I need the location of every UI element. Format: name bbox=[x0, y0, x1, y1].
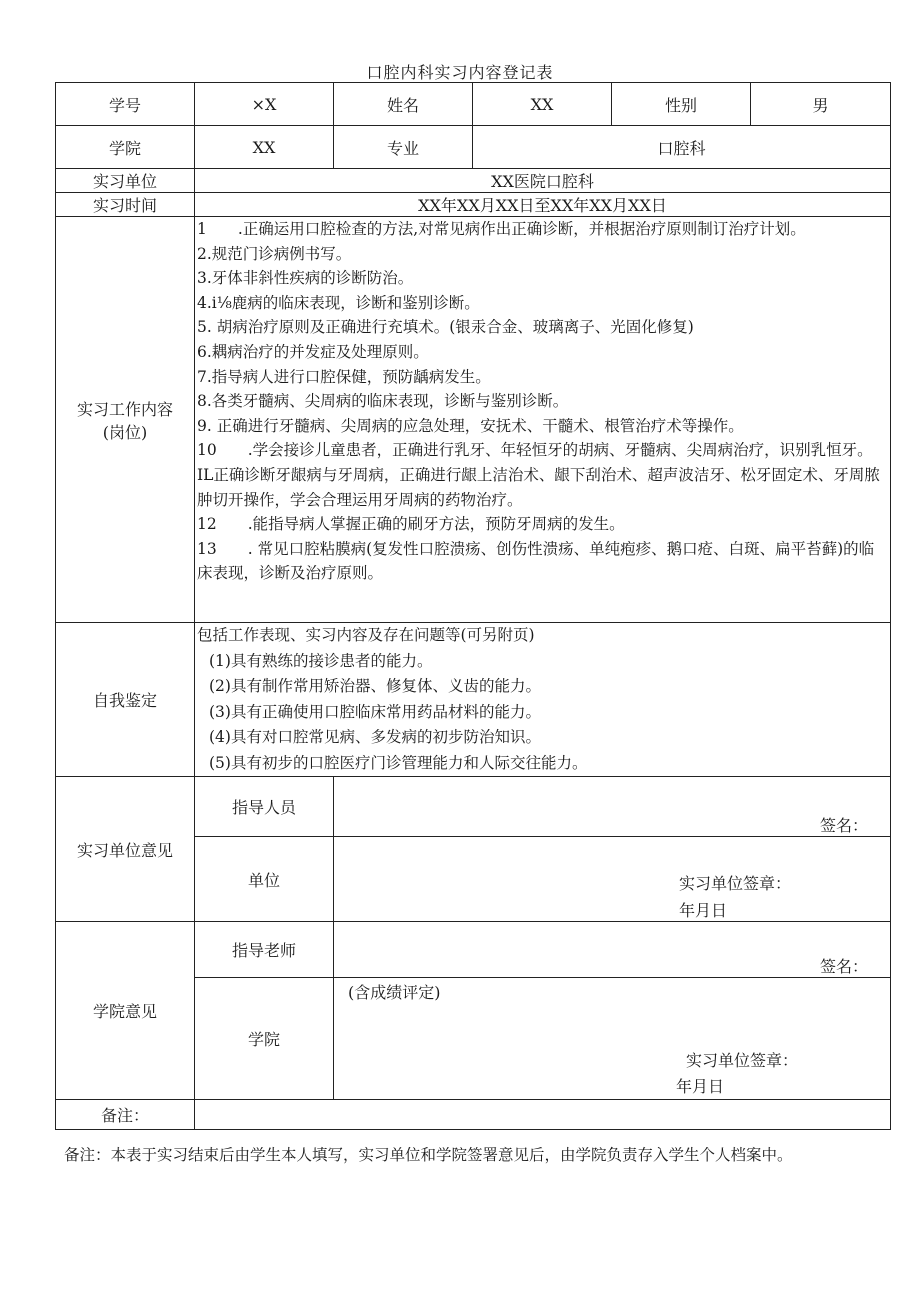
teacher-signature-cell[interactable] bbox=[334, 922, 891, 978]
row-college-major bbox=[56, 126, 891, 169]
work-item: 4.i⅛鹿病的临床表现，诊断和鉴别诊断。 bbox=[197, 293, 480, 312]
row-internship-time bbox=[56, 193, 891, 217]
college-stamp-label: 实习单位签章： bbox=[686, 1051, 799, 1070]
work-content-cell[interactable] bbox=[195, 217, 891, 623]
self-item: (1)具有熟练的接诊患者的能力。 bbox=[209, 651, 433, 670]
work-item: 5. 胡病治疗原则及正确进行充填术。(银汞合金、玻璃离子、光固化修复) bbox=[197, 318, 694, 337]
value-major[interactable]: 口腔科 bbox=[473, 126, 891, 169]
label-mentor: 指导人员 bbox=[195, 777, 334, 837]
mentor-sign-label: 签名： bbox=[819, 816, 868, 835]
row-basic-info bbox=[56, 83, 891, 126]
self-assessment-header: 包括工作表现、实习内容及存在问题等(可另附页) bbox=[197, 626, 535, 644]
teacher-sign-label: 签名： bbox=[819, 957, 868, 976]
label-remarks: 备注： bbox=[56, 1100, 195, 1130]
label-name: 姓名 bbox=[334, 83, 473, 126]
work-item: 8.各类牙髓病、尖周病的临床表现，诊断与鉴别诊断。 bbox=[197, 392, 569, 411]
work-item: IL正确诊断牙龈病与牙周病，正确进行龈上洁治术、龈下刮治术、超声波洁牙、松牙固定术、牙周脓肿切开操作，学会合理运用牙周病的药物治疗。 bbox=[197, 465, 880, 509]
row-work-content bbox=[56, 217, 891, 623]
self-assessment-text bbox=[197, 623, 888, 776]
label-college: 学院 bbox=[56, 126, 195, 169]
work-item: 2.规范门诊病例书写。 bbox=[197, 244, 352, 263]
work-item: 1 .正确运用口腔检查的方法,对常见病作出正确诊断，并根据治疗原则制订治疗计划。 bbox=[197, 220, 806, 238]
work-item: 3.牙体非斜性疾病的诊断防治。 bbox=[197, 269, 414, 288]
college-date-label: 年月日 bbox=[676, 1077, 725, 1096]
mentor-signature-cell[interactable] bbox=[334, 777, 891, 837]
unit-date-label: 年月日 bbox=[679, 901, 728, 920]
footer-note: 备注：本表于实习结束后由学生本人填写，实习单位和学院签署意见后，由学院负责存入学生个人档案中。 bbox=[64, 1146, 793, 1164]
unit-stamp-label: 实习单位签章： bbox=[679, 874, 792, 893]
value-college[interactable]: XX bbox=[195, 126, 334, 169]
label-work-content-line2: (岗位) bbox=[102, 422, 148, 442]
unit-stamp-cell[interactable] bbox=[334, 837, 891, 922]
work-content-list bbox=[197, 217, 888, 622]
row-college-teacher bbox=[56, 922, 891, 978]
label-major: 专业 bbox=[334, 126, 473, 169]
form-title: 口腔内科实习内容登记表 bbox=[366, 63, 554, 82]
value-internship-unit[interactable]: XX医院口腔科 bbox=[195, 169, 891, 193]
self-item: (2)具有制作常用矫治器、修复体、义齿的能力。 bbox=[209, 677, 541, 696]
value-remarks[interactable] bbox=[195, 1100, 891, 1130]
work-item: 12 .能指导病人掌握正确的刷牙方法，预防牙周病的发生。 bbox=[197, 515, 625, 534]
value-gender[interactable]: 男 bbox=[751, 83, 891, 126]
label-unit: 单位 bbox=[195, 837, 334, 922]
label-college-opinion: 学院意见 bbox=[56, 922, 195, 1100]
self-item: (3)具有正确使用口腔临床常用药品材料的能力。 bbox=[209, 702, 541, 721]
value-internship-time[interactable]: XX年XX月XX日至XX年XX月XX日 bbox=[195, 193, 891, 217]
label-work-content bbox=[56, 217, 195, 623]
row-self-assessment bbox=[56, 623, 891, 777]
work-item: 13 . 常见口腔粘膜病(复发性口腔溃疡、创伤性溃疡、单纯疱疹、鹅口疮、白斑、扁平苔藓)的临床表现，诊断及治疗原则。 bbox=[197, 539, 875, 583]
self-item: (4)具有对口腔常见病、多发病的初步防治知识。 bbox=[209, 728, 541, 747]
label-internship-unit: 实习单位 bbox=[56, 169, 195, 193]
work-item: 6.耦病治疗的并发症及处理原则。 bbox=[197, 342, 429, 361]
label-student-id: 学号 bbox=[56, 83, 195, 126]
row-internship-unit bbox=[56, 169, 891, 193]
row-unit-mentor bbox=[56, 777, 891, 837]
value-name[interactable]: XX bbox=[473, 83, 612, 126]
label-self-assessment: 自我鉴定 bbox=[56, 623, 195, 777]
label-teacher: 指导老师 bbox=[195, 922, 334, 978]
label-unit-opinion: 实习单位意见 bbox=[56, 777, 195, 922]
work-item: 9. 正确进行牙髓病、尖周病的应急处理，安抚术、干髓术、根管治疗术等操作。 bbox=[197, 416, 744, 435]
label-college-unit: 学院 bbox=[195, 978, 334, 1100]
work-item: 10 .学会接诊儿童患者，正确进行乳牙、年轻恒牙的胡病、牙髓病、尖周病治疗，识别乳恒牙。 bbox=[197, 441, 873, 460]
self-assessment-cell[interactable] bbox=[195, 623, 891, 777]
self-item: (5)具有初步的口腔医疗门诊管理能力和人际交往能力。 bbox=[209, 753, 588, 772]
label-internship-time: 实习时间 bbox=[56, 193, 195, 217]
registration-table bbox=[55, 82, 891, 1130]
label-work-content-line1: 实习工作内容 bbox=[76, 399, 173, 419]
college-stamp-cell[interactable] bbox=[334, 978, 891, 1100]
label-gender: 性别 bbox=[612, 83, 751, 126]
value-student-id[interactable]: ×X bbox=[195, 83, 334, 126]
work-item: 7.指导病人进行口腔保健，预防龋病发生。 bbox=[197, 367, 491, 386]
college-grade-note: (含成绩评定) bbox=[348, 983, 441, 1002]
row-remarks bbox=[56, 1100, 891, 1130]
